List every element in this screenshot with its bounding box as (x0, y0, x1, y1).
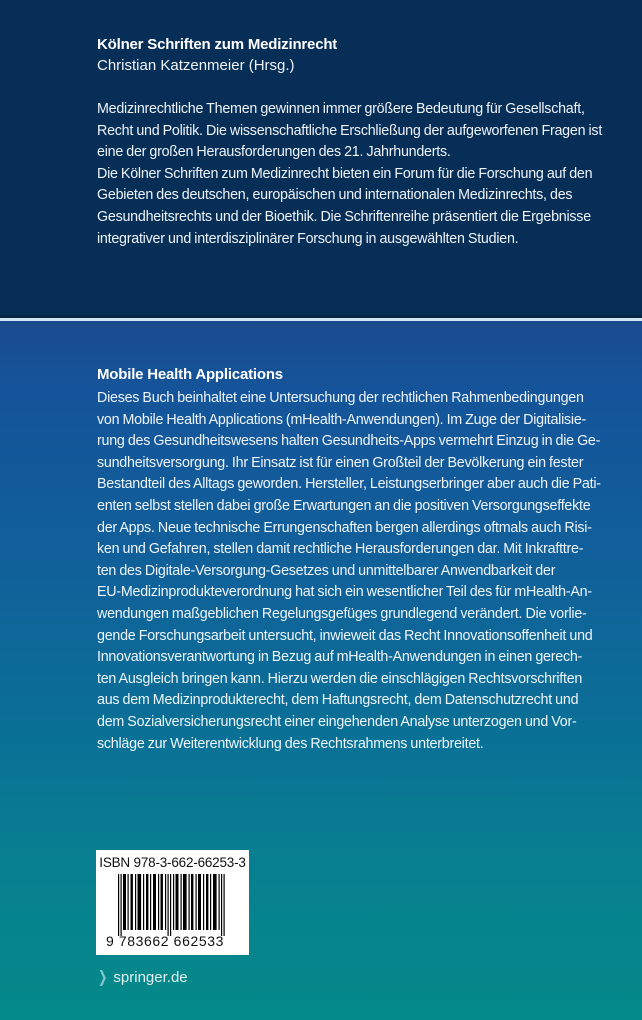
book-description-line: Innovationsverantwortung in Bezug auf mHealth-Anwendungen in einen gerech- (97, 649, 583, 666)
book-description-line: wendungen maßgeblichen Regelungsgefüges grundlegend verändert. Die vorlie- (97, 605, 587, 622)
book-title: Mobile Health Applications (97, 366, 283, 383)
series-description-line: Gesundheitsrechts und der Bioethik. Die Schriftenreihe präsentiert die Ergebnisse (97, 208, 591, 225)
book-description-line: rung des Gesundheitswesens halten Gesundheits-Apps vermehrt Einzug in die Ge- (97, 433, 601, 450)
book-description-line: schläge zur Weiterentwicklung des Rechtsrahmens unterbreitet. (97, 735, 484, 752)
series-description-line: Die Kölner Schriften zum Medizinrecht bieten ein Forum für die Forschung auf den (97, 165, 593, 182)
book-description-line: Dieses Buch beinhaltet eine Untersuchung der rechtlichen Rahmenbedingungen (97, 390, 584, 406)
isbn-barcode (96, 850, 249, 955)
book-description-line: aus dem Medizinprodukterecht, dem Haftungsrecht, dem Datenschutzrecht und (97, 692, 579, 709)
series-description-line: Gebieten des deutschen, europäischen und internationalen Medizinrechts, des (97, 187, 573, 204)
book-description-line: Bestandteil des Alltags geworden. Hersteller, Leistungserbringer aber auch die Pati- (97, 476, 601, 493)
book-description-line: dem Sozialversicherungsrecht einer eingehenden Analyse unterzogen und Vor- (97, 713, 577, 730)
book-description-line: von Mobile Health Applications (mHealth-Anwendungen). Im Zuge der Digitalisie- (97, 411, 587, 428)
series-title: Kölner Schriften zum Medizinrecht (97, 36, 338, 53)
book-description-line: ten des Digitale-Versorgung-Gesetzes und unmittelbarer Anwendbarkeit der (97, 562, 556, 579)
barcode-digits: 9 783662 662533 (106, 933, 224, 949)
book-description-line: ten Ausgleich bringen kann. Hierzu werden die einschlägigen Rechtsvorschriften (97, 670, 583, 687)
series-panel (0, 0, 642, 319)
book-description-line: enten selbst stellen dabei große Erwartungen an die positiven Versorgungseffekte (97, 497, 591, 514)
series-description-line: Recht und Politik. Die wissenschaftliche Erschließung der aufgeworfenen Fragen ist (97, 122, 603, 139)
barcode-icon (118, 874, 228, 936)
publisher-website[interactable]: springer.de (113, 968, 188, 986)
chevron-right-icon: ❯ (98, 969, 108, 986)
series-description (97, 99, 603, 250)
book-description (97, 388, 601, 755)
publisher-link[interactable] (96, 967, 188, 987)
book-description-line: EU-Medizinprodukteverordnung hat sich ein wesentlicher Teil des für mHealth-An- (97, 584, 592, 601)
book-description-line: ken und Gefahren, stellen damit rechtliche Herausforderungen dar. Mit Inkrafttre- (97, 541, 584, 558)
series-description-line: Medizinrechtliche Themen gewinnen immer größere Bedeutung für Gesellschaft, (97, 101, 585, 117)
book-description-line: sundheitsversorgung. Ihr Einsatz ist für einen Großteil der Bevölkerung ein fester (97, 454, 584, 471)
book-description-line: der Apps. Neue technische Errungenschaften bergen allerdings oftmals auch Risi- (97, 519, 592, 536)
series-editor: Christian Katzenmeier (Hrsg.) (97, 57, 295, 74)
isbn-label: ISBN 978-3-662-66253-3 (99, 855, 246, 870)
series-description-line: integrativer und interdisziplinärer Forschung in ausgewählten Studien. (97, 230, 519, 247)
series-description-line: eine der großen Herausforderungen des 21. Jahrhunderts. (97, 144, 451, 161)
book-description-line: gende Forschungsarbeit untersucht, inwieweit das Recht Innovationsoffenheit und (97, 627, 593, 644)
